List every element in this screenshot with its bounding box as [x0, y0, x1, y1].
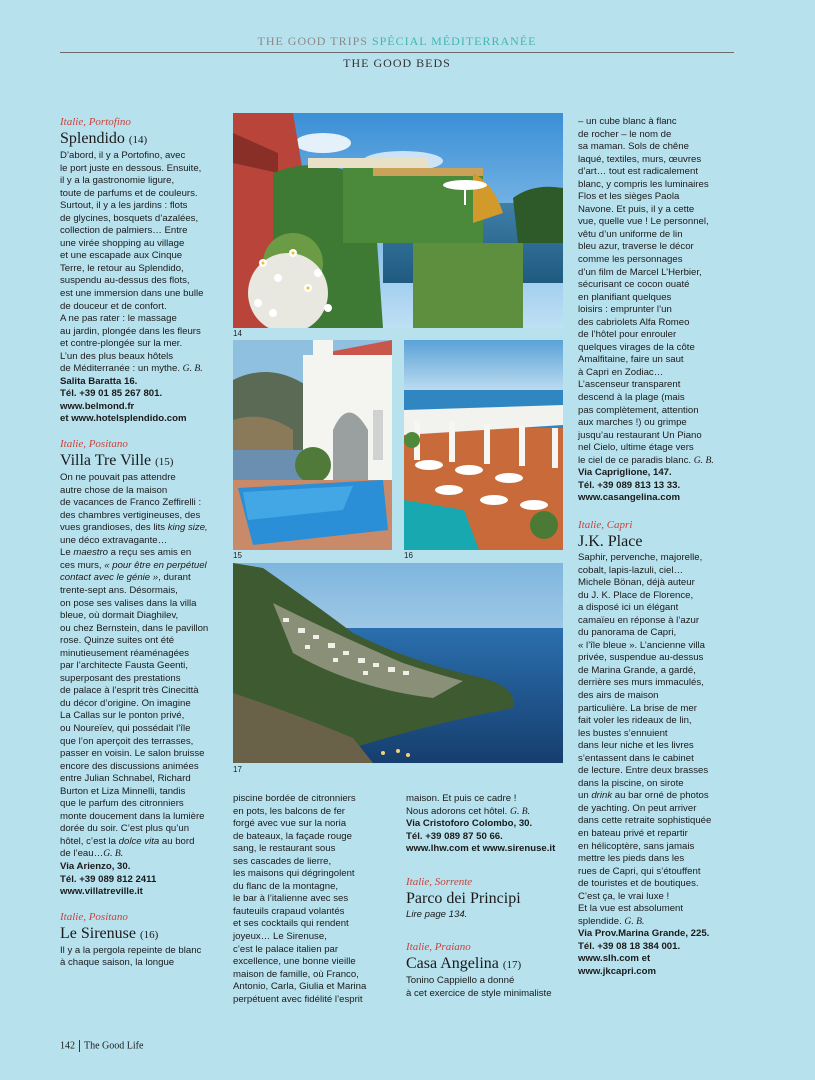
villa-line: ou Noureïev, qui possédait l’île — [60, 722, 191, 734]
villa-text: ces murs, — [60, 559, 105, 571]
sirenuse-line: sang, le restaurant sous — [233, 843, 336, 855]
angelina-line: Navone. Et puis, il y a cette — [578, 203, 695, 215]
villa-line: par l’architecte Fausta Geenti, — [60, 660, 188, 672]
splendido-last: de Méditerranée : un mythe. — [60, 363, 180, 375]
splendido-line: au jardin, plongée dans les fleurs — [60, 325, 201, 337]
villa-line: des chambres vertigineuses, des — [60, 509, 201, 521]
villa-line: rose. Quinze suites ont été — [60, 635, 175, 647]
angelina-line: d’art… tout est radicalement — [578, 166, 698, 178]
jk-line: privée, suspendue au-dessus — [578, 652, 704, 664]
angelina-line: à Capri en Zodiac… — [578, 366, 664, 378]
sirenuse-line: et ses cocktails qui rendent — [233, 918, 349, 930]
angelina-line: Amalfitaine, faire un saut — [578, 354, 684, 366]
splendido-line: et une escapade aux Cinque — [60, 250, 183, 262]
sirenuse-line: ses cascades de lierre, — [233, 855, 332, 867]
jk-text: splendide. — [578, 915, 622, 927]
villa-line: on pose ses valises dans la villa — [60, 597, 197, 609]
section-title: THE GOOD BEDS — [343, 56, 451, 70]
jk-line: en bateau privé et repartir — [578, 827, 688, 839]
sirenuse-name: Le Sirenuse — [60, 924, 136, 942]
splendido-title — [60, 129, 228, 150]
angelina-line: comme les personnages — [578, 254, 683, 266]
sirenuse-last-line — [406, 806, 571, 819]
splendido-website-link[interactable]: www.belmond.fr — [60, 400, 135, 412]
splendido-line: L’un des plus beaux hôtels — [60, 350, 174, 362]
splendido-line: et contre-plongée sur la mer. — [60, 338, 183, 350]
jk-line: les bustes s’ennuient — [578, 727, 668, 739]
villa-line: ou chez Bernstein, dans le pavillon — [60, 622, 209, 634]
jk-line: du panorama de Capri, — [578, 627, 677, 639]
magazine-name: The Good Life — [84, 1040, 144, 1052]
jk-line: camaïeu en réponse à l’azur — [578, 614, 700, 626]
villa-line: une déco extravagante… — [60, 534, 168, 546]
villa-line: encore des discussions animées — [60, 760, 199, 772]
sirenuse-address: Via Cristoforo Colombo, 30. — [406, 818, 533, 830]
villa-line: que le parfum des citronniers — [60, 798, 184, 810]
sirenuse-line: excellence, une bonne vieille — [233, 956, 356, 968]
angelina-line: jusqu’au restaurant Un Piano — [578, 429, 702, 441]
splendido-signature: G. B. — [182, 363, 203, 375]
angelina-line: blanc, y compris les luminaires — [578, 178, 709, 190]
villa-text: king size, — [167, 522, 208, 534]
jk-line: rues de Capri, qui s’étouffent — [578, 865, 701, 877]
jk-line: en hélicoptère, sans jamais — [578, 840, 695, 852]
page-number: 142 — [60, 1040, 75, 1052]
villa-name: Villa Tre Ville — [60, 452, 152, 470]
parco-title: Parco dei Principi — [406, 889, 521, 907]
villa-line — [60, 522, 228, 535]
special-label: SPÉCIAL MÉDITERRANÉE — [371, 34, 537, 48]
splendido-line: de douceur et de confort. — [60, 300, 167, 312]
jk-line: dans la piscine, on sirote — [578, 777, 684, 789]
splendido-line: toute de parfums et de couleurs. — [60, 187, 198, 199]
photo-number-14: 14 — [233, 329, 242, 338]
villa-text: « pour être en perpétuel — [104, 559, 207, 571]
angelina-line: vêtu d’un uniforme de lin — [578, 228, 683, 240]
jk-line: du J. K. Place de Florence, — [578, 589, 694, 601]
villa-line: superposant des prestations — [60, 672, 181, 684]
sirenuse-line: en pots, les balcons de fer — [233, 805, 345, 817]
villa-line — [60, 547, 228, 560]
sirenuse-line: de bateaux, la façade rouge — [233, 830, 352, 842]
splendido-num: (14) — [128, 134, 148, 146]
sirenuse-location: Italie, Positano — [60, 910, 128, 923]
sirenuse-text: Nous adorons cet hôtel. — [406, 805, 508, 817]
angelina-last-line — [578, 455, 750, 468]
jk-line: de touristes et de boutiques. — [578, 878, 699, 890]
angelina-line: en planifiant quelques — [578, 291, 672, 303]
jk-last-line — [578, 916, 750, 929]
villa-text: a reçu ses amis en — [108, 547, 192, 559]
villa-phone: Tél. +39 089 812 2411 — [60, 873, 157, 885]
angelina-line: quelques virages de la côte — [578, 341, 695, 353]
angelina-title — [406, 954, 571, 975]
photo-number-16: 16 — [404, 551, 413, 560]
villa-text: au bord — [159, 835, 195, 847]
angelina-location: Italie, Praiano — [406, 941, 471, 954]
sirenuse-line: piscine bordée de citronniers — [233, 793, 356, 804]
photo-casa-angelina — [233, 563, 563, 763]
villa-text: de l’eau… — [60, 848, 104, 860]
villa-signature: G. B. — [103, 848, 124, 860]
angelina-line: Tonino Cappiello a donné — [406, 975, 515, 987]
jk-website-link[interactable]: www.slh.com et — [578, 953, 651, 965]
splendido-location: Italie, Portofino — [60, 116, 131, 128]
splendido-line: Surtout, il y a les jardins : flots — [60, 200, 188, 212]
jk-line: particulière. La brise de mer — [578, 702, 697, 714]
jk-line: dans leur niche et les livres — [578, 740, 694, 752]
angelina-phone: Tél. +39 089 813 13 33. — [578, 479, 681, 491]
jk-website-link[interactable]: www.jkcapri.com — [578, 966, 657, 977]
villa-line: minutieusement réaménagées — [60, 647, 190, 659]
photo-le-sirenuse — [404, 340, 563, 550]
villa-text: hôtel, c’est la — [60, 835, 119, 847]
header-series — [60, 34, 734, 49]
jk-line: mettre les pieds dans les — [578, 853, 685, 865]
splendido-line: collection de palmiers… Entre — [60, 225, 188, 237]
angelina-line: laqué, textiles, murs, œuvres — [578, 153, 702, 165]
angelina-line: loisirs : emprunter l’un — [578, 304, 672, 316]
jk-signature: G. B. — [624, 915, 645, 927]
villa-text: dolce vita — [118, 835, 160, 847]
villa-line: entre Julian Schnabel, Richard — [60, 773, 191, 785]
sirenuse-line: du flanc de la montagne, — [233, 880, 339, 892]
jk-line: derrière ses murs immaculés, — [578, 677, 704, 689]
splendido-line: D’abord, il y a Portofino, avec — [60, 150, 186, 161]
jk-line: fait voler les rideaux de lin, — [578, 715, 692, 727]
sirenuse-num: (16) — [139, 928, 159, 941]
villa-text: , durant — [158, 572, 191, 584]
jk-line: dans cette retraite sophistiquée — [578, 815, 712, 827]
photo-number-15: 15 — [233, 551, 242, 560]
jk-phone: Tél. +39 08 18 384 001. — [578, 940, 681, 952]
photo-number-17: 17 — [233, 765, 242, 774]
jk-line — [578, 790, 750, 803]
column-3 — [406, 793, 571, 1000]
villa-text: maestro — [73, 547, 108, 559]
photo-villa-tre-ville — [233, 340, 392, 550]
angelina-line: des cabriolets Alfa Romeo — [578, 316, 690, 328]
angelina-website-link[interactable]: www.casangelina.com — [578, 492, 681, 504]
angelina-line: de rocher – le nom de — [578, 128, 672, 140]
angelina-line: sécurisant ce cocon ouaté — [578, 279, 690, 291]
jk-text: drink — [591, 790, 613, 802]
villa-text: Le — [60, 547, 74, 559]
splendido-line: A ne pas rater : le massage — [60, 313, 177, 325]
villa-line: On ne pouvait pas attendre — [60, 472, 176, 484]
jk-line: de Marina Grande, a gardé, — [578, 664, 696, 676]
sirenuse-line: joyeux… Le Sirenuse, — [233, 931, 327, 943]
angelina-line: – un cube blanc à flanc — [578, 116, 677, 127]
jk-line: de lecture. Entre deux brasses — [578, 765, 709, 777]
jk-line: « l’île bleue ». L’ancienne villa — [578, 639, 705, 651]
villa-line: Burton et Liza Minnelli, tandis — [60, 785, 186, 797]
jk-line: Michele Bönan, déjà auteur — [578, 577, 695, 589]
angelina-name: Casa Angelina — [406, 955, 499, 973]
angelina-line: d’un film de Marcel L’Herbier, — [578, 266, 702, 278]
splendido-last-line — [60, 363, 228, 376]
splendido-line: le port juste en dessous. Ensuite, — [60, 162, 202, 174]
angelina-line: de l’hôtel pour enrouler — [578, 329, 677, 341]
villa-line: dorée du soir. C’est plus qu’un — [60, 823, 190, 835]
photo-splendido — [233, 113, 563, 328]
page-footer — [60, 1040, 143, 1052]
jk-line: Et la vue est absolument — [578, 903, 684, 915]
footer-divider — [79, 1040, 80, 1052]
villa-line: autre chose de la maison — [60, 484, 168, 496]
sirenuse-line: les maisons qui dégringolent — [233, 868, 355, 880]
jk-line: a disposé ici un élégant — [578, 602, 679, 614]
sirenuse-line: fauteuils crapaud volantés — [233, 905, 345, 917]
villa-line: passer en voisin. Le salon bruisse — [60, 748, 205, 760]
splendido-line: de glycines, bosquets d’azalées, — [60, 212, 199, 224]
column-2 — [233, 793, 395, 1006]
splendido-name: Splendido — [60, 130, 125, 147]
series-label: THE GOOD TRIPS — [257, 34, 368, 48]
villa-line: de palace à l’esprit très Cinecittà — [60, 685, 199, 697]
angelina-line: descend à la plage (mais — [578, 392, 685, 404]
villa-address: Via Arienzo, 30. — [60, 860, 131, 872]
jk-text: au bar orné de photos — [612, 790, 709, 802]
angelina-line: aux marches !) ou grimpe — [578, 417, 687, 429]
villa-line: que l’on aperçoit des terrasses, — [60, 735, 194, 747]
jk-line: cobalt, lapis-lazuli, ciel… — [578, 564, 684, 576]
angelina-line: Flos et les sièges Paola — [578, 191, 680, 203]
sirenuse-website-link[interactable]: www.lhw.com et www.sirenuse.it — [406, 843, 556, 855]
jk-line: de yachting. On peut arriver — [578, 802, 697, 814]
splendido-line: Terre, le retour au Splendido, — [60, 262, 184, 274]
jk-address: Via Prov.Marina Grande, 225. — [578, 928, 710, 940]
angelina-line: nel Cielo, ultime étage vers — [578, 442, 694, 454]
villa-line — [60, 560, 228, 573]
villa-line — [60, 836, 228, 849]
jk-title: J.K. Place — [578, 532, 643, 550]
splendido-website-link[interactable]: et www.hotelsplendido.com — [60, 413, 187, 425]
villa-text: contact avec le génie » — [60, 572, 159, 584]
villa-last-line — [60, 848, 228, 861]
jk-text: un — [578, 790, 592, 802]
villa-line: bleue, où dormait Diaghilev, — [60, 610, 179, 622]
villa-text: vues grandioses, des lits — [60, 522, 168, 534]
angelina-line: sa maman. Sols de chêne — [578, 141, 689, 153]
sirenuse-line: Il y a la pergola repeinte de blanc — [60, 944, 202, 956]
column-4 — [578, 116, 750, 979]
splendido-line: suspendu au-dessus des flots, — [60, 275, 190, 287]
sirenuse-title — [60, 924, 228, 945]
angelina-signature: G. B. — [693, 454, 714, 466]
splendido-line: une virée shopping au village — [60, 237, 185, 249]
parco-location: Italie, Sorrente — [406, 875, 473, 888]
jk-line: s’entassent dans le cabinet — [578, 752, 694, 764]
angelina-line: bleu azur, traverse le décor — [578, 241, 694, 253]
sirenuse-phone: Tél. +39 089 87 50 66. — [406, 830, 503, 842]
villa-line — [60, 572, 228, 585]
villa-line: de vacances de Franco Zeffirelli : — [60, 497, 202, 509]
splendido-address: Salita Baratta 16. — [60, 375, 138, 387]
villa-num: (15) — [155, 456, 174, 469]
jk-line: C’est ça, le vrai luxe ! — [578, 890, 670, 902]
villa-line: La Callas sur le ponton privé, — [60, 710, 185, 722]
header-rule — [60, 52, 734, 53]
parco-page-reference: Lire page 134. — [406, 908, 468, 920]
sirenuse-line: c’est le palace italien par — [233, 943, 339, 955]
column-1 — [60, 116, 228, 970]
villa-title — [60, 451, 228, 472]
sirenuse-line: à chaque saison, la longue — [60, 957, 175, 969]
angelina-line: pas complètement, attention — [578, 404, 699, 416]
angelina-text: le ciel de ce paradis blanc. — [578, 454, 692, 466]
villa-line: du décor d’origine. On imagine — [60, 697, 191, 709]
angelina-line: vue, quelle vue ! Le personnel, — [578, 216, 709, 228]
sirenuse-line: le bar à l’italienne avec ses — [233, 893, 349, 905]
sirenuse-line: maison. Et puis ce cadre ! — [406, 793, 517, 804]
sirenuse-signature: G. B. — [510, 805, 530, 817]
angelina-line: L’ascenseur transparent — [578, 379, 681, 391]
angelina-num: (17) — [502, 959, 522, 972]
splendido-phone: Tél. +39 01 85 267 801. — [60, 388, 163, 400]
sirenuse-line: maison de famille, où Franco, — [233, 968, 359, 980]
splendido-line: il y a la gastronomie ligure, — [60, 175, 175, 187]
villa-website-link[interactable]: www.villatreville.it — [60, 886, 143, 898]
sirenuse-line: forgé avec vue sur la noria — [233, 818, 347, 830]
sirenuse-line: perpétuent avec fidélité l’esprit — [233, 993, 363, 1005]
angelina-address: Via Capriglione, 147. — [578, 467, 672, 479]
villa-location: Italie, Positano — [60, 438, 128, 451]
villa-line: monte doucement dans la lumière — [60, 810, 205, 822]
splendido-line: est une immersion dans une bulle — [60, 288, 204, 300]
jk-line: des airs de maison — [578, 689, 659, 701]
angelina-line: à cet exercice de style minimaliste — [406, 987, 552, 999]
jk-line: Saphir, pervenche, majorelle, — [578, 551, 703, 563]
jk-location: Italie, Capri — [578, 518, 633, 531]
sirenuse-line: Antonio, Carla, Giulia et Marina — [233, 981, 367, 993]
villa-line: trente-sept ans. Désormais, — [60, 584, 178, 596]
